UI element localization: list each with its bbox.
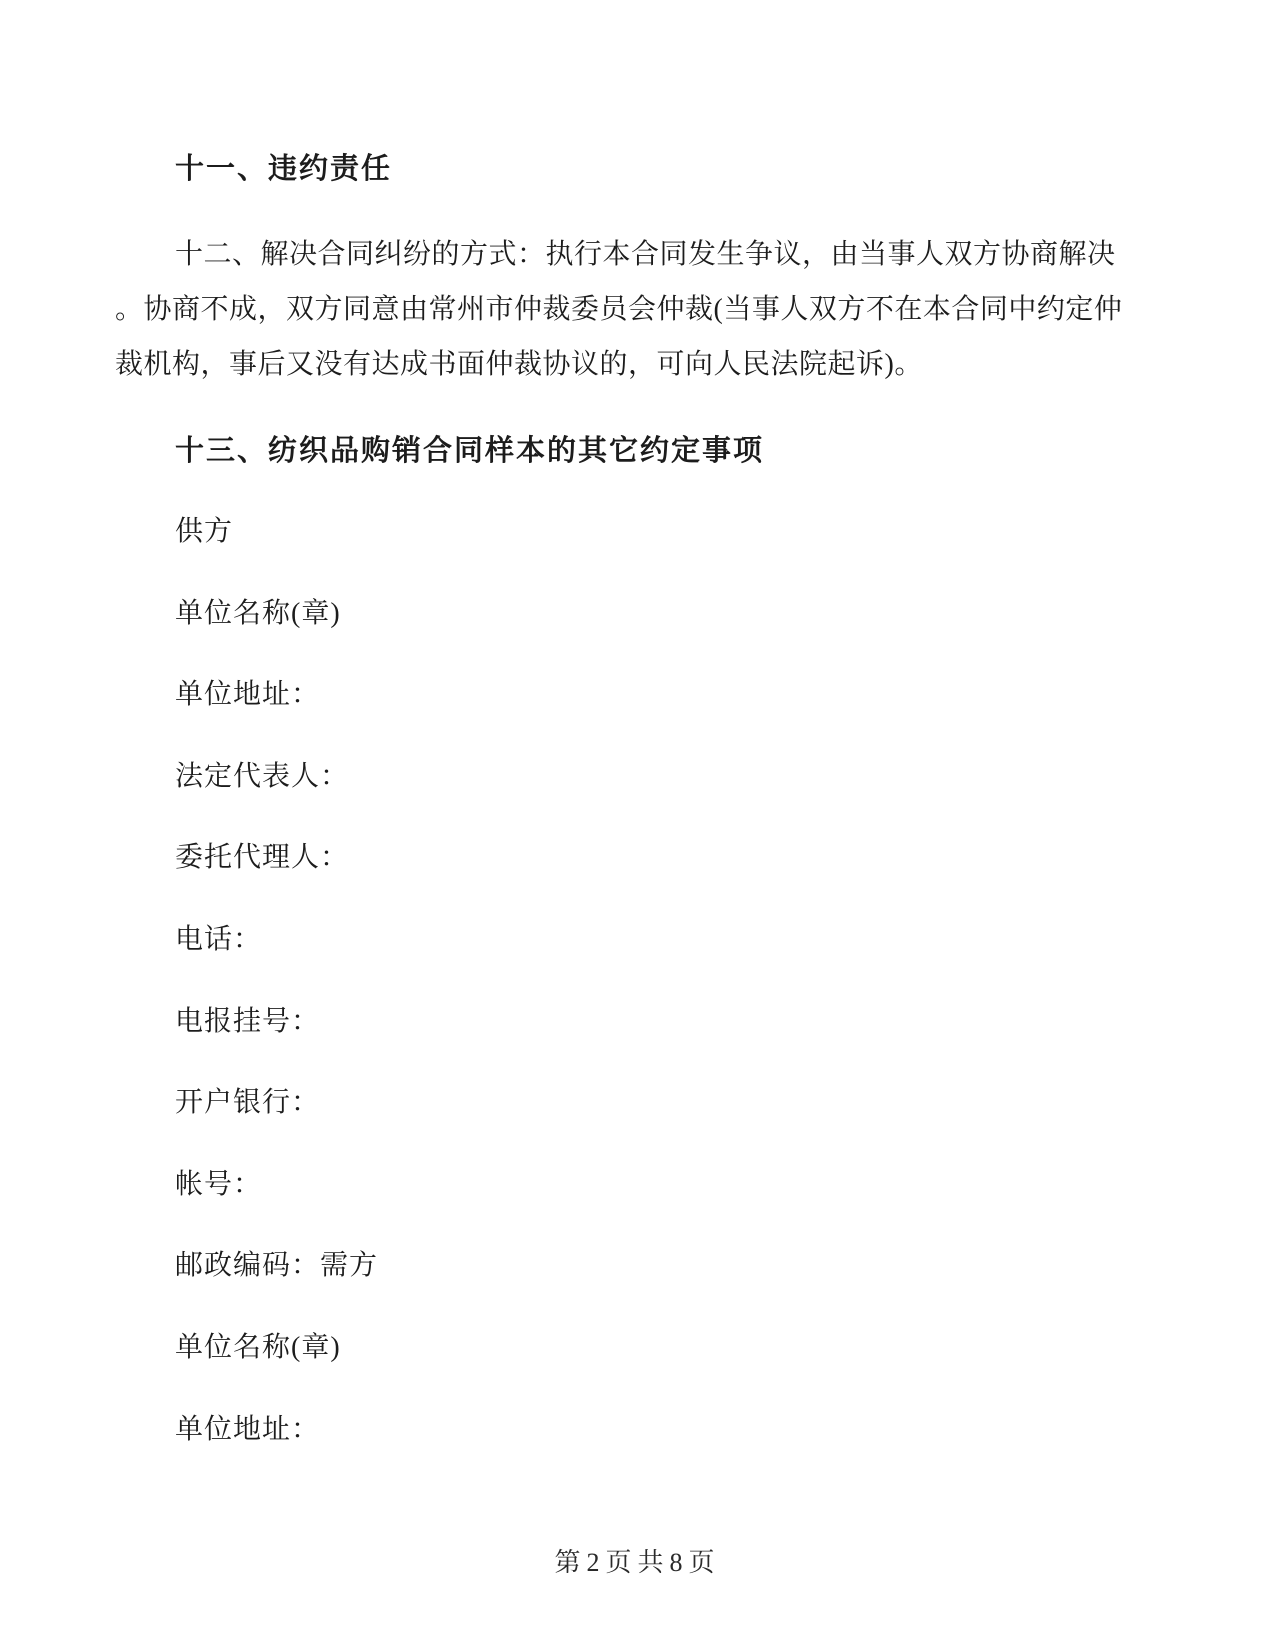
contact-item-supplier-label: 供方 <box>175 516 234 547</box>
section-heading-13: 十三、纺织品购销合同样本的其它约定事项 <box>175 435 765 467</box>
contact-item-authorized-agent: 委托代理人： <box>175 842 350 874</box>
page-number-footer: 第2页共8页 <box>554 1548 721 1577</box>
contact-item-phone: 电话： <box>175 923 263 955</box>
contact-item-account-number: 帐号： <box>175 1168 263 1200</box>
contact-item-unit-address: 单位地址： <box>175 679 321 711</box>
paragraph-line: 十二、解决合同纠纷的方式：执行本合同发生争议，由当事人双方协商解决 <box>175 239 1116 270</box>
contact-item-unit-name-2: 单位名称(章) <box>175 1331 341 1363</box>
paragraph-line: 。协商不成，双方同意由常州市仲裁委员会仲裁(当事人双方不在本合同中约定仲 <box>115 294 1123 325</box>
section-12-paragraph <box>115 227 1135 392</box>
contact-item-bank: 开户银行： <box>175 1087 321 1119</box>
contact-item-telegraph: 电报挂号： <box>175 1005 321 1037</box>
contact-item-legal-representative: 法定代表人： <box>175 760 350 792</box>
contact-item-unit-address-2: 单位地址： <box>175 1413 321 1445</box>
paragraph-line: 裁机构，事后又没有达成书面仲裁协议的，可向人民法院起诉)。 <box>115 349 923 380</box>
contact-item-unit-name: 单位名称(章) <box>175 597 341 629</box>
contact-field-list <box>175 517 378 1496</box>
contact-item-postal-code-buyer: 邮政编码：需方 <box>175 1250 379 1282</box>
section-heading-11: 十一、违约责任 <box>175 153 393 185</box>
